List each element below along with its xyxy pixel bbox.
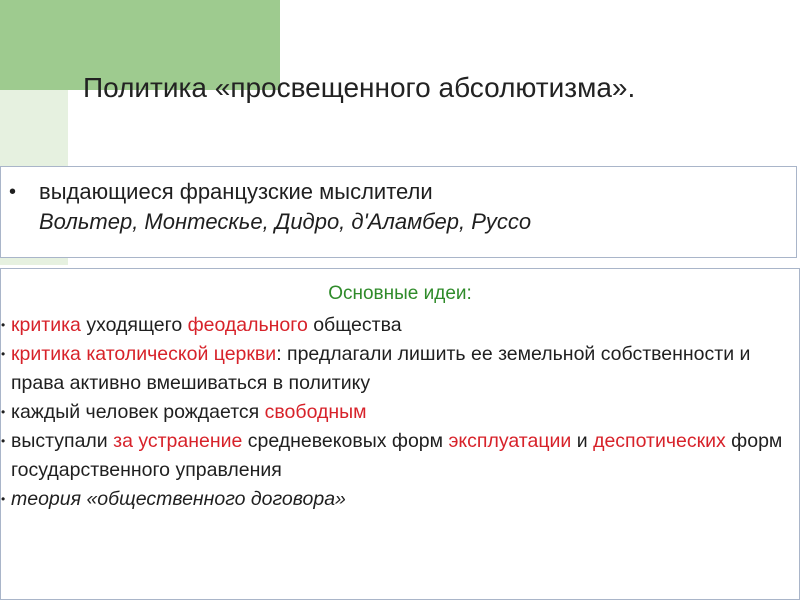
thinkers-box xyxy=(0,166,797,258)
idea-text: уходящего xyxy=(80,314,188,336)
thinkers-item xyxy=(9,177,788,237)
ideas-heading: Основные идеи: xyxy=(328,283,472,304)
idea-highlight: за устранение xyxy=(113,430,243,452)
idea-text: : предлагали лишить ее земельной собственности и права активно вмешиваться в политику xyxy=(11,343,751,394)
idea-item xyxy=(1,398,799,427)
thinkers-intro: выдающиеся французские мыслители xyxy=(39,179,433,204)
ideas-box xyxy=(0,268,800,600)
idea-highlight: критика католической церкви xyxy=(11,343,277,365)
idea-highlight: эксплуатации xyxy=(448,430,572,452)
idea-text: и xyxy=(571,430,594,452)
bullet-icon: • xyxy=(1,318,6,332)
idea-highlight: деспотических xyxy=(593,430,726,452)
idea-item xyxy=(1,427,799,485)
idea-highlight: свободным xyxy=(264,401,367,423)
bullet-icon: • xyxy=(1,492,6,506)
idea-text: общества xyxy=(307,314,402,336)
idea-text: выступали xyxy=(11,430,114,452)
bullet-icon: • xyxy=(1,405,6,419)
slide-title: Политика «просвещенного абсолютизма». xyxy=(83,72,636,103)
idea-item xyxy=(1,340,799,398)
bullet-icon: • xyxy=(1,434,6,448)
idea-highlight: феодального xyxy=(187,314,308,336)
idea-text: форм государственного управления xyxy=(11,430,783,481)
idea-item xyxy=(1,485,799,514)
idea-text: теория «общественного договора» xyxy=(11,488,346,510)
idea-item xyxy=(1,311,799,340)
idea-text: средневековых форм xyxy=(242,430,449,452)
ideas-list xyxy=(1,311,799,514)
bullet-icon: • xyxy=(9,181,17,203)
idea-highlight: критика xyxy=(11,314,81,336)
bullet-icon: • xyxy=(1,347,6,361)
thinkers-names: Вольтер, Монтескье, Дидро, д'Аламбер, Руссо xyxy=(39,209,532,234)
idea-text: каждый человек рождается xyxy=(11,401,265,423)
